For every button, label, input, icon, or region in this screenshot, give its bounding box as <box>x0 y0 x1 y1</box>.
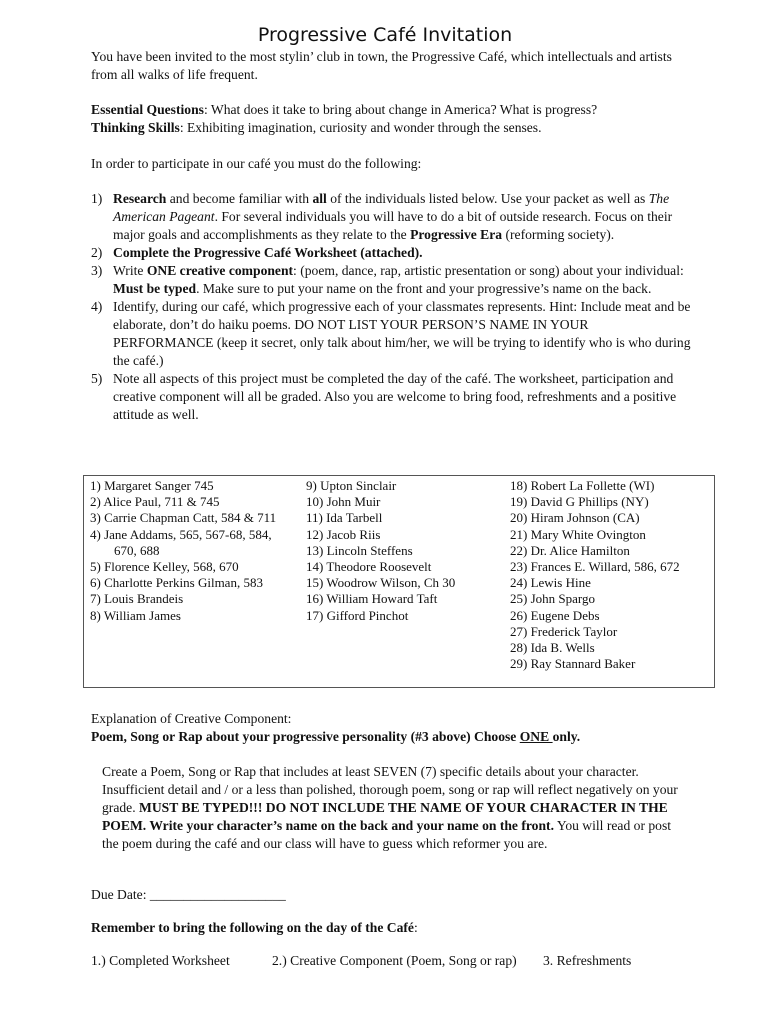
individual-entry: 10) John Muir <box>306 494 381 510</box>
individual-entry: 25) John Spargo <box>510 591 595 607</box>
individual-entry: 9) Upton Sinclair <box>306 478 397 493</box>
task-item-3: 3) Write ONE creative component: (poem, dance, rap, artistic presentation or song) about your individual: Must be typed. Make sure to put your name on the front and your progressive’s name on the back. <box>91 263 684 296</box>
individual-entry: 16) William Howard Taft <box>306 591 438 607</box>
individuals-column-2 <box>306 478 506 624</box>
intro-paragraph: You have been invited to the most stylin’ club in town, the Progressive Café, which intellectuals and artists from all walks of life frequent. <box>91 49 672 82</box>
individual-entry: 8) William James <box>90 607 181 623</box>
essential-questions-text: : What does it take to bring about change in America? What is progress? <box>203 102 598 117</box>
individual-entry: 6) Charlotte Perkins Gilman, 583 <box>90 575 263 591</box>
page-title: Progressive Café Invitation <box>257 24 513 46</box>
essential-questions <box>91 101 691 119</box>
individual-entry-continued: 670, 688 <box>114 542 160 558</box>
task-item-5: 5) Note all aspects of this project must be completed the day of the café. The worksheet, participation and creative component will all be graded. Also you are welcome to bring food, refreshments and a positive attitude as well. <box>91 371 677 422</box>
bring-item: 1.) Completed Worksheet <box>91 953 230 968</box>
participation-intro: In order to participate in our café you must do the following: <box>91 156 422 171</box>
task-number: 1) <box>91 191 103 206</box>
individual-entry: 4) Jane Addams, 565, 567-68, 584, <box>90 526 272 542</box>
thinking-skills-text: : Exhibiting imagination, curiosity and wonder through the senses. <box>179 120 542 135</box>
bring-item: 3. Refreshments <box>543 953 632 968</box>
task-number: 4) <box>91 299 103 314</box>
essential-questions-label: Essential Questions <box>91 102 204 117</box>
bring-item: 2.) Creative Component (Poem, Song or rap) <box>272 953 517 968</box>
remember-heading: Remember to bring the following on the day of the Café: <box>91 920 418 935</box>
task-item-4: 4) Identify, during our café, which progressive each of your classmates represents. Hint: Include meat and be elaborate, don’t do haiku poems. DO NOT LIST YOUR PERSON’S NAME IN YOUR PERFORMANCE (keep it secret, only talk about him/her, we will be trying to identify who is who during the café.) <box>91 299 691 368</box>
individuals-column-3 <box>510 478 715 672</box>
individual-entry: 24) Lewis Hine <box>510 575 591 591</box>
poem-heading: Poem, Song or Rap about your progressive personality (#3 above) Choose ONE only. <box>91 729 581 744</box>
individual-entry: 19) David G Phillips (NY) <box>510 494 649 510</box>
individual-entry: 2) Alice Paul, 711 & 745 <box>90 494 220 510</box>
individual-entry: 7) Louis Brandeis <box>90 591 184 607</box>
explanation-label: Explanation of Creative Component: <box>91 711 292 726</box>
task-item-1: 1) Research and become familiar with all of the individuals listed below. Use your packet as well as The American Pageant. For several individuals you will have to do a bit of outside research. Focus on their major goals and accomplishments as they relate to the Progressive Era (reforming society). <box>91 191 673 242</box>
poem-instructions: Create a Poem, Song or Rap that includes at least SEVEN (7) specific details about your character. Insufficient detail and / or a less than polished, thorough poem, song or rap will reflect negatively on your grade. MUST BE TYPED!!! DO NOT INCLUDE THE NAME OF YOUR CHARACTER IN THE POEM. Write your character’s name on the back and your name on the front. You will read or post the poem during the café and our class will have to guess which reformer you are. <box>102 764 678 851</box>
individual-entry: 21) Mary White Ovington <box>510 526 646 542</box>
task-item-2: 2) Complete the Progressive Café Worksheet (attached). <box>91 245 423 260</box>
individual-entry: 20) Hiram Johnson (CA) <box>510 510 640 526</box>
individual-entry: 23) Frances E. Willard, 586, 672 <box>510 559 680 575</box>
individual-entry: 5) Florence Kelley, 568, 670 <box>90 559 239 575</box>
individual-entry: 11) Ida Tarbell <box>306 510 383 526</box>
thinking-skills-label: Thinking Skills <box>91 120 180 135</box>
individual-entry: 26) Eugene Debs <box>510 607 600 623</box>
individual-entry: 22) Dr. Alice Hamilton <box>510 542 630 558</box>
individual-entry: 18) Robert La Follette (WI) <box>510 478 655 493</box>
individuals-column-1 <box>90 478 305 624</box>
task-number: 3) <box>91 263 103 278</box>
task-list <box>91 190 691 424</box>
task-number: 5) <box>91 371 103 386</box>
individual-entry: 3) Carrie Chapman Catt, 584 & 711 <box>90 510 277 526</box>
individual-entry: 29) Ray Stannard Baker <box>510 656 636 672</box>
individual-entry: 15) Woodrow Wilson, Ch 30 <box>306 575 456 591</box>
individual-entry: 27) Frederick Taylor <box>510 623 618 639</box>
task-number: 2) <box>91 245 103 260</box>
individual-entry: 1) Margaret Sanger 745 <box>90 478 214 493</box>
individual-entry: 13) Lincoln Steffens <box>306 542 413 558</box>
thinking-skills <box>91 119 691 137</box>
individuals-box <box>83 475 715 688</box>
individual-entry: 12) Jacob Riis <box>306 526 381 542</box>
individual-entry: 17) Gifford Pinchot <box>306 607 409 623</box>
individual-entry: 28) Ida B. Wells <box>510 640 595 656</box>
individual-entry: 14) Theodore Roosevelt <box>306 559 432 575</box>
due-date-line: Due Date: ____________________ <box>91 887 286 902</box>
